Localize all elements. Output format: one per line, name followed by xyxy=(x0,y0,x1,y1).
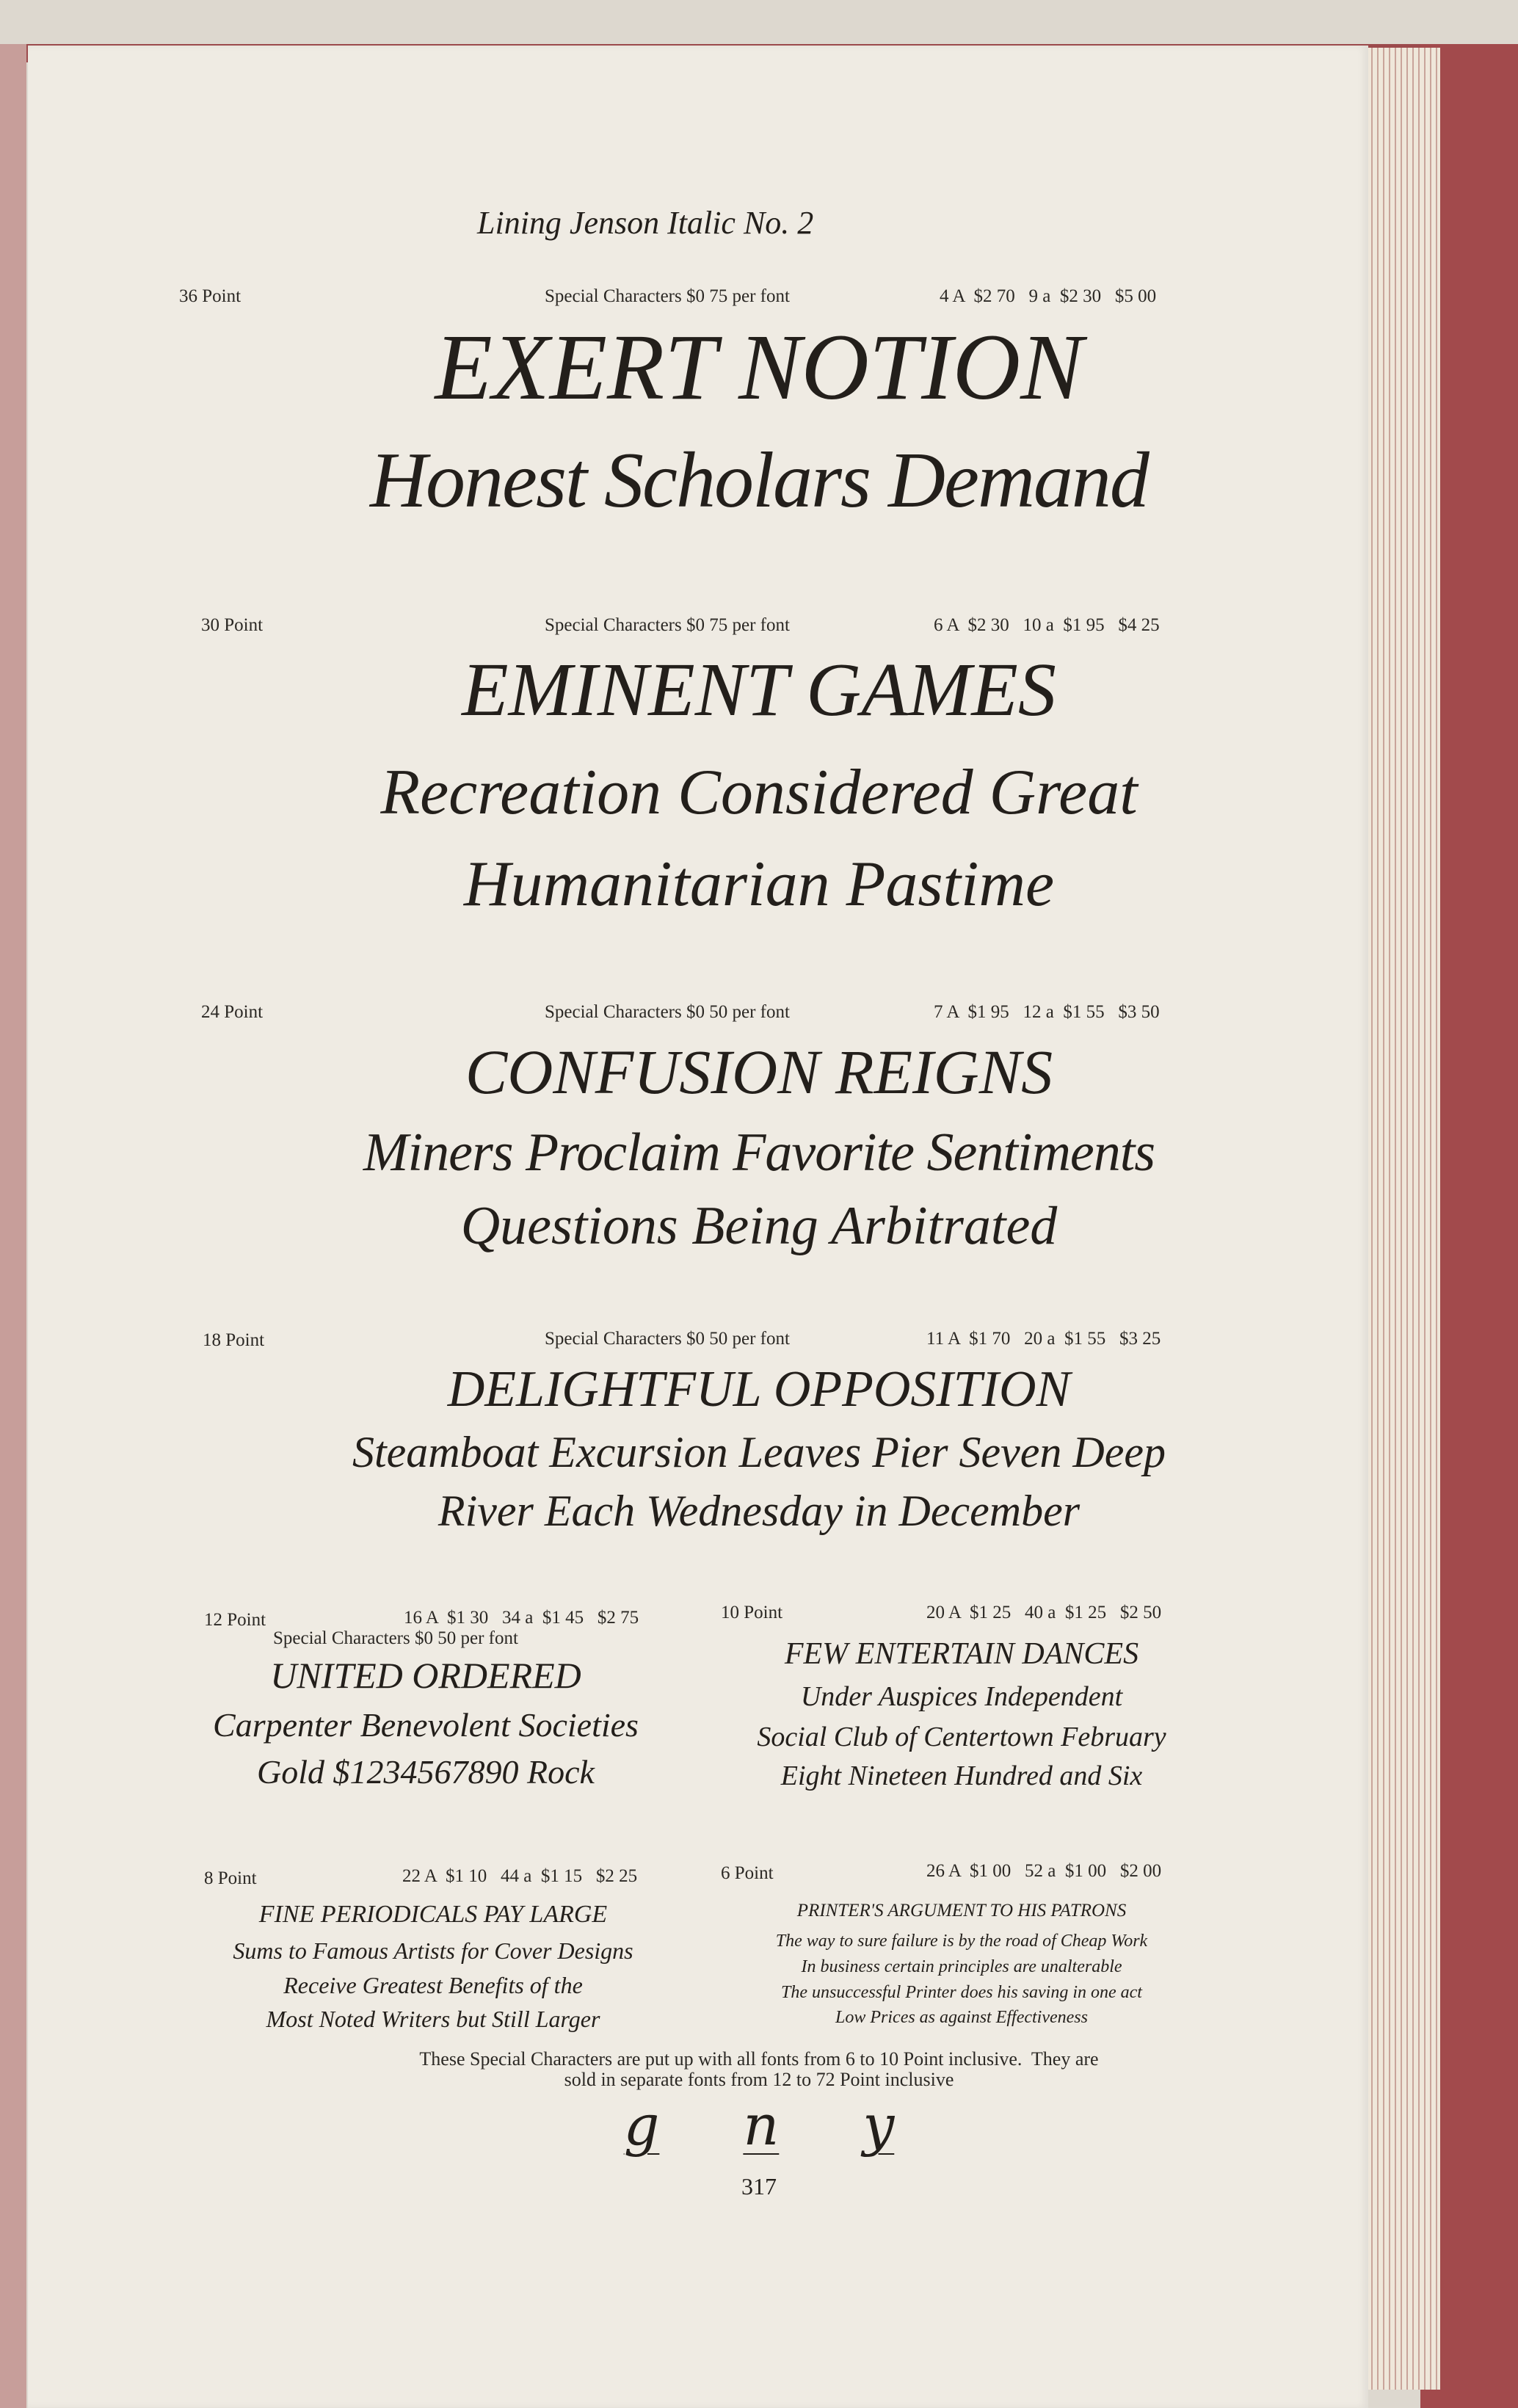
page-number: 317 xyxy=(741,2173,777,2200)
specimen-6-line-2: The way to sure failure is by the road of Cheap Work xyxy=(775,1932,1148,1951)
size-label-8: 8 Point xyxy=(204,1868,257,1888)
special-char-n: n xyxy=(743,2092,780,2158)
special-characters-18: Special Characters $0 50 per font xyxy=(545,1329,790,1349)
prices-6: 26 A $1 00 52 a $1 00 $2 00 xyxy=(926,1861,1162,1881)
prices-24: 7 A $1 95 12 a $1 55 $3 50 xyxy=(934,1002,1160,1022)
specimen-10-line-1: FEW ENTERTAIN DANCES xyxy=(784,1637,1139,1671)
specimen-10-line-2: Under Auspices Independent xyxy=(800,1681,1123,1712)
specimen-30-line-1: EMINENT GAMES xyxy=(462,648,1056,732)
specimen-18-line-2: Steamboat Excursion Leaves Pier Seven Deep xyxy=(352,1428,1166,1476)
size-label-18: 18 Point xyxy=(203,1330,265,1350)
specimen-8-line-1: FINE PERIODICALS PAY LARGE xyxy=(258,1901,608,1928)
page-title: Lining Jenson Italic No. 2 xyxy=(477,205,814,241)
size-label-10: 10 Point xyxy=(721,1603,783,1622)
specimen-24-line-2: Miners Proclaim Favorite Sentiments xyxy=(363,1123,1155,1183)
specimen-6-line-5: Low Prices as against Effectiveness xyxy=(835,2008,1088,2027)
specimen-24-line-3: Questions Being Arbitrated xyxy=(460,1196,1058,1256)
specimen-30-line-3: Humanitarian Pastime xyxy=(463,849,1055,920)
specimen-12-line-1: UNITED ORDERED xyxy=(270,1655,581,1696)
specimen-10-line-4: Eight Nineteen Hundred and Six xyxy=(780,1760,1143,1791)
specimen-8-line-2: Sums to Famous Artists for Cover Designs xyxy=(233,1937,633,1964)
prices-10: 20 A $1 25 40 a $1 25 $2 50 xyxy=(926,1603,1162,1622)
specimen-6-line-3: In business certain principles are unalterable xyxy=(801,1957,1122,1976)
prices-30: 6 A $2 30 10 a $1 95 $4 25 xyxy=(934,615,1160,635)
specimen-8-line-3: Receive Greatest Benefits of the xyxy=(283,1972,583,1998)
specimen-6-line-4: The unsuccessful Printer does his saving in one act xyxy=(781,1983,1142,2002)
size-label-6: 6 Point xyxy=(721,1863,774,1883)
special-characters-note-line-2: sold in separate fonts from 12 to 72 Point inclusive xyxy=(564,2069,954,2090)
special-characters-24: Special Characters $0 50 per font xyxy=(545,1002,790,1022)
prices-18: 11 A $1 70 20 a $1 55 $3 25 xyxy=(926,1329,1161,1349)
special-characters-note-line-1: These Special Characters are put up with all fonts from 6 to 10 Point inclusive. They are xyxy=(419,2048,1099,2070)
special-characters-row xyxy=(0,2092,1518,2158)
specimen-12-line-3: Gold $1234567890 Rock xyxy=(257,1753,595,1791)
specimen-18-line-3: River Each Wednesday in December xyxy=(437,1487,1081,1535)
size-label-12: 12 Point xyxy=(204,1610,266,1630)
prices-8: 22 A $1 10 44 a $1 15 $2 25 xyxy=(402,1866,638,1886)
specimen-18-line-1: DELIGHTFUL OPPOSITION xyxy=(447,1361,1071,1418)
specimen-8-line-4: Most Noted Writers but Still Larger xyxy=(266,2006,600,2032)
size-label-36: 36 Point xyxy=(179,286,242,306)
specimen-10-line-3: Social Club of Centertown February xyxy=(757,1722,1166,1752)
specimen-36-line-2: Honest Scholars Demand xyxy=(370,437,1148,524)
specimen-30-line-2: Recreation Considered Great xyxy=(380,757,1138,828)
size-label-24: 24 Point xyxy=(201,1002,264,1022)
special-characters-30: Special Characters $0 75 per font xyxy=(545,615,790,635)
special-characters-12: Special Characters $0 50 per font xyxy=(273,1628,518,1648)
specimen-12-line-2: Carpenter Benevolent Societies xyxy=(213,1706,639,1744)
special-char-g: g xyxy=(623,2092,660,2158)
specimen-24-line-1: CONFUSION REIGNS xyxy=(465,1037,1053,1107)
prices-12: 16 A $1 30 34 a $1 45 $2 75 xyxy=(404,1608,639,1628)
specimen-6-line-1: PRINTER'S ARGUMENT TO HIS PATRONS xyxy=(796,1901,1127,1921)
specimen-36-line-1: EXERT NOTION xyxy=(435,315,1083,419)
special-characters-36: Special Characters $0 75 per font xyxy=(545,286,790,306)
size-label-30: 30 Point xyxy=(201,615,264,635)
prices-36: 4 A $2 70 9 a $2 30 $5 00 xyxy=(940,286,1157,306)
special-char-y: y xyxy=(862,2092,895,2158)
